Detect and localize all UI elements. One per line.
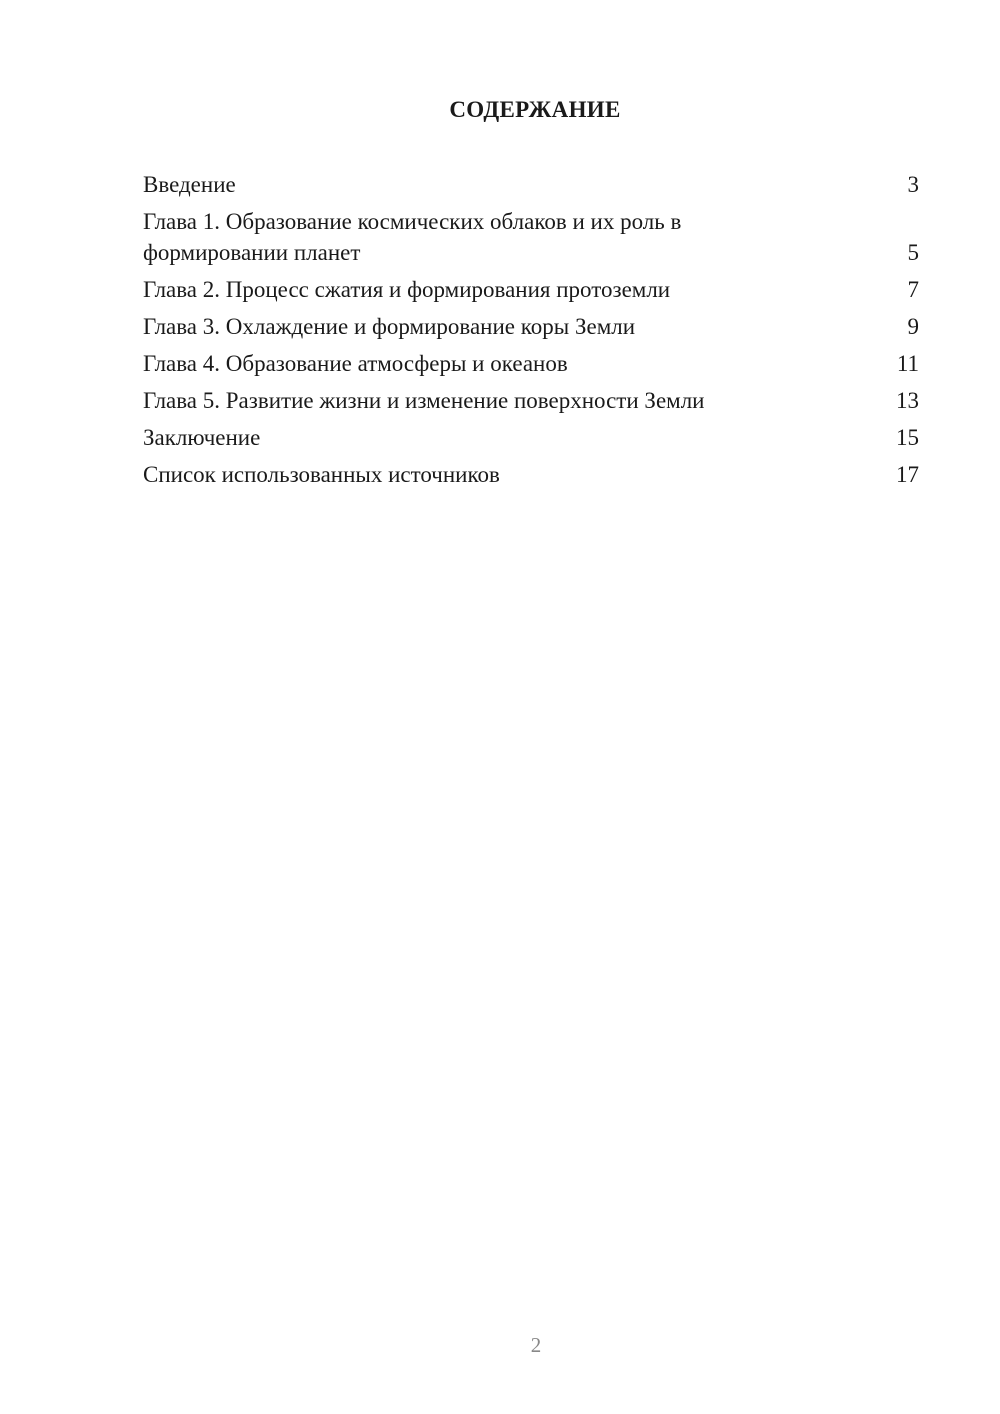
toc-entry-page: 5 [907,240,919,265]
toc-entry-label: Список использованных источников [143,462,500,487]
toc-entry-label: Глава 1. Образование космических облаков и их роль в формировании планет [143,209,682,265]
toc-entry-references [143,459,919,490]
toc-entry-chapter-3 [143,311,919,342]
toc-entry-page: 11 [896,351,919,376]
page-title: СОДЕРЖАНИЕ [449,97,621,122]
toc-entry-label: Глава 3. Охлаждение и формирование коры Земли [143,314,636,339]
toc-entry-label: Глава 2. Процесс сжатия и формирования протоземли [143,277,671,302]
page-number: 2 [530,1333,542,1357]
toc-entry-conclusion [143,422,919,453]
toc-entry-page: 15 [896,425,919,450]
table-of-contents [143,169,919,496]
toc-entry-label: Заключение [143,425,261,450]
toc-entry-chapter-1 [143,206,919,268]
toc-entry-page: 13 [896,388,919,413]
toc-entry-label: Глава 4. Образование атмосферы и океанов [143,351,568,376]
toc-entry-label: Глава 5. Развитие жизни и изменение поверхности Земли [143,388,705,413]
toc-entry-chapter-5 [143,385,919,416]
toc-entry-chapter-2 [143,274,919,305]
toc-entry-page: 9 [907,314,919,339]
toc-entry-page: 17 [896,462,919,487]
toc-entry-label: Введение [143,172,236,197]
toc-entry-page: 3 [907,172,919,197]
toc-entry-page: 7 [907,277,919,302]
toc-entry-introduction [143,169,919,200]
toc-entry-chapter-4 [143,348,919,379]
